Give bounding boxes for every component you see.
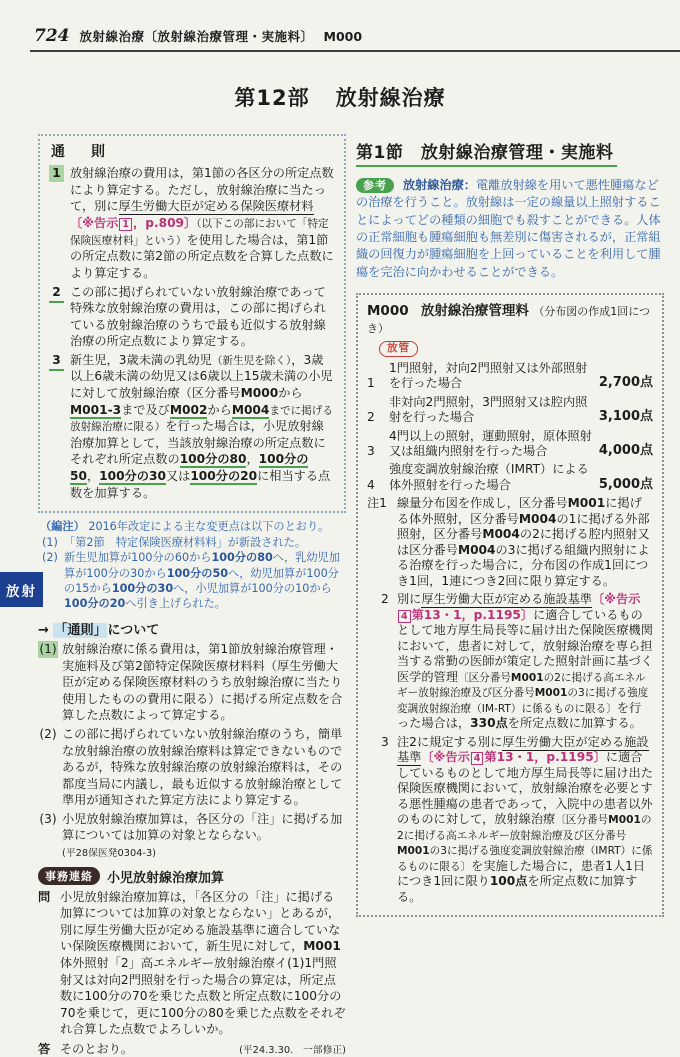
section-title: 第1節 放射線治療管理・実施料 [356, 138, 617, 167]
note-3 [367, 735, 653, 905]
left-column [38, 134, 346, 1057]
fee-text: 非対向2門照射，3門照射又は腔内照射を行った場合 [389, 394, 588, 425]
jimu-renraku-badge: 事務連絡 [38, 867, 100, 885]
m000-title: 放射線治療管理料 [420, 302, 529, 319]
editors-note [40, 519, 346, 612]
item-number: (2) [42, 551, 58, 565]
rule-item-2 [49, 284, 335, 350]
header-rule [30, 50, 680, 52]
rule-item-3 [49, 352, 335, 501]
answer-text: そのとおり。 [60, 1042, 134, 1056]
part-name: 放射線治療 [335, 86, 446, 110]
right-column [356, 134, 664, 1057]
general-rules-title: 通 則 [51, 144, 111, 160]
item-text: この部に掲げられていない放射線治療のうち，簡単な放射線治療の放射線治療料は算定できないものであるが，特殊な放射線治療の放射線治療料は，その都度当局に内議し，最も近似する放射線治療として準用が通知された算定方法により算定する。 [62, 726, 343, 808]
reference-badge: 参考 [356, 178, 394, 193]
editors-note-text: 2016年改定による主な変更点は以下のとおり。 [88, 520, 330, 534]
m000-heading [367, 303, 653, 337]
about-item-1 [38, 641, 346, 724]
general-rules-box [38, 134, 346, 513]
about-rules-heading [38, 619, 346, 638]
m000-subtitle: （分布図の作成1回につき） [367, 304, 650, 336]
fee-number: 3 [367, 444, 375, 458]
hokan-badge: 放管 [379, 341, 418, 356]
fee-text: 強度変調放射線治療（IMRT）による体外照射を行った場合 [389, 462, 589, 492]
notification-ref: (平28保医発0304-3) [62, 848, 156, 860]
rule-number: 2 [49, 284, 64, 303]
fee-number: 4 [367, 477, 375, 492]
rule-number: 1 [49, 165, 64, 182]
answer-block [38, 1040, 346, 1057]
jimu-renraku-title: 小児放射線治療加算 [107, 870, 225, 886]
fee-points: 3,100点 [598, 409, 653, 425]
item-number: (1) [39, 641, 57, 656]
item-text-segments: 小児放射線治療加算は，各区分の「注」に掲げる加算については加算の対象とならない。 [62, 811, 343, 843]
editors-note-label: （編注） [40, 520, 85, 534]
fee-points: 4,000点 [598, 442, 653, 458]
fee-text: 1門照射，対向2門照射又は外部照射を行った場合 [389, 360, 588, 391]
m000-code: M000 [367, 302, 409, 319]
item-text: 「第2節 特定保険医療材料料」が新設された。 [64, 535, 307, 549]
arrow-icon: → [38, 622, 49, 638]
page-number: 724 [34, 26, 70, 46]
question-label: 問 [38, 889, 51, 904]
item-number: (1) [42, 535, 58, 549]
rule-text: 放射線治療の費用は，第1節の各区分の所定点数により算定する。ただし，放射線治療に当たって，別に厚生労働大臣が定める保険医療材料〔※告示 1 ，p.809〕（以下この部において「特定保険医療材料」という）を使用した場合は，第1節の所定点数に第2節の所定点数を合算した点数により算定する。 [70, 166, 334, 280]
m000-fee-box [356, 293, 664, 917]
editors-note-item-1 [42, 535, 346, 550]
about-rules-title: 「通則」について [54, 622, 160, 638]
answer-label: 答 [38, 1042, 51, 1056]
item-number: (2) [39, 726, 57, 741]
note-number: 注1 [367, 496, 387, 511]
rule-text: この部に掲げられていない放射線治療であって特殊な放射線治療の費用は，この部に掲げられている放射線治療のうちで最も近似する放射線治療の所定点数により算定する。 [70, 284, 326, 349]
note-2 [367, 592, 653, 731]
fee-item-2 [367, 395, 653, 426]
rule-item-1 [49, 165, 335, 281]
fee-text: 4門以上の照射，運動照射，原体照射又は組織内照射を行った場合 [389, 428, 592, 458]
part-number: 第12部 [234, 86, 310, 110]
note-number: 3 [381, 734, 389, 749]
fee-points: 5,000点 [598, 476, 653, 492]
note-number: 2 [381, 592, 389, 607]
fee-item-1 [367, 361, 653, 392]
about-item-3 [38, 811, 346, 861]
editors-note-item-2 [42, 550, 346, 612]
item-text [62, 811, 346, 861]
running-code: M000 [323, 29, 363, 44]
fee-points: 2,700点 [598, 375, 653, 391]
part-title [0, 82, 680, 112]
note-text: 線量分布図を作成し，区分番号M001に掲げる体外照射，区分番号M004の1に掲げる外部照射，区分番号M004の2に掲げる腔内照射又は区分番号M004の3に掲げる組織内照射による治療を行った場合に，分布図の作成1回につき1回，1連につき2回に限り算定する。 [397, 496, 650, 588]
item-text: 放射線治療に係る費用は，第1節放射線治療管理・実施料及び第2節特定保険医療材料料（厚生労働大臣が定める保険医療材料のうち放射線治療に当たり使用したものの費用に限る）に掲げる所定点数を合算した点数によって算定する。 [62, 641, 343, 723]
item-number: (3) [39, 811, 57, 826]
about-item-2 [38, 726, 346, 809]
fee-number: 2 [367, 410, 375, 425]
rule-text: 新生児，3歳未満の乳幼児（新生児を除く），3歳以上6歳未満の幼児又は6歳以上15歳未満の小児に対して放射線治療（区分番号M000からM001-3まで及びM002からM004までに掲げる放射線治療に限る）を行った場合は，小児放射線治療加算として，当該放射線治療の所定点数にそれぞれ所定点数の100分の80，100分の50，100分の30又は100分の20に相当する点数を加算する。 [70, 352, 333, 500]
jimu-renraku-heading [38, 867, 346, 886]
note-text: 注2に規定する別に厚生労働大臣が定める施設基準〔※告示 4 第13・1，p.1195〕に適合しているものとして地方厚生局長等に届け出た保険医療機関において，放射線治療を必要とする悪性腫瘍の患者であって，入院中の患者以外のものに対して，放射線治療〔区分番号M001の2に掲げる高エネルギー放射線治療及び区分番号M001の3に掲げる強度変調放射線治療（IMRT）に係るものに限る〕を実施した場合に，患者1人1日につき1回に限り100点を所定点数に加算する。 [397, 734, 653, 904]
side-index-tab: 放射 [0, 572, 43, 607]
fee-item-3 [367, 429, 653, 460]
editors-note-intro [40, 519, 346, 534]
fee-item-4 [367, 462, 653, 493]
item-text: 新生児加算が100分の60から100分の80へ，乳幼児加算が100分の30から100分の50へ，幼児加算が100分の15から100分の30へ，小児加算が100分の10から100分の20へ引き上げられた。 [64, 551, 340, 611]
question-text: 小児放射線治療加算は，「各区分の「注」に掲げる加算については加算の対象とならない」とあるが，別に厚生労働大臣が定める施設基準に適合していない保険医療機関において，新生児に対して，M001体外照射「2」高エネルギー放射線治療イ(1)1門照射又は対向2門照射を行った場合の算定は，所定点数に100分の70を乗じた点数と所定点数に100分の70を乗じて，更に100分の80を乗じた点数をそれぞれ合算した点数でよろしいか。 [60, 889, 346, 1037]
note-text: 別に厚生労働大臣が定める施設基準〔※告示4 第13・1，p.1195〕に適合しているものとして地方厚生局長等に届け出た保険医療機関において，患者に対して，放射線治療を専ら担当する常勤の医師が策定した照射計画に基づく医学的管理〔区分番号M001の2に掲げる高エネルギー放射線治療及び区分番号M001の3に掲げる強度変調放射線治療（IM-RT）に係るものに限る〕を行った場合は，330点を所定点数に加算する。 [397, 592, 653, 731]
rule-number: 3 [49, 352, 64, 371]
question-block [38, 889, 346, 1038]
page-header [0, 0, 680, 50]
reference-paragraph [356, 177, 664, 281]
fee-number: 1 [367, 376, 375, 391]
running-title: 放射線治療〔放射線治療管理・実施料〕 [79, 29, 314, 44]
answer-ref: (平24.3.30. 一部修正) [239, 1045, 346, 1056]
note-1 [367, 496, 653, 589]
reference-text: 放射線治療：電離放射線を用いて悪性腫瘍などの治療を行うこと。放射線は一定の線量以上照射することによってどの種類の細胞でも殺すことができる。人体の正常細胞も腫瘍細胞も無差別に傷害されるが，正常組織の回復力が腫瘍細胞を上回っていることを利用して腫瘍を完治に向かわせることができる。 [356, 178, 661, 279]
